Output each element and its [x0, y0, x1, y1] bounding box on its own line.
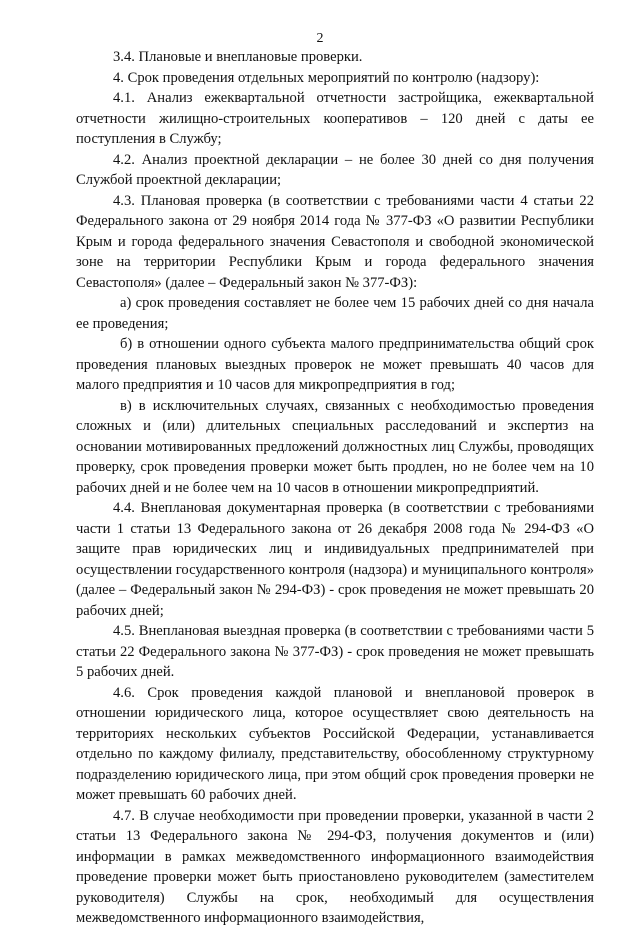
paragraph-4-4: 4.4. Внеплановая документарная проверка (в соответствии с требованиями части 1 статьи 13 Федерального закона от 26 декабря 2008 года № 294-ФЗ «О защите прав юридических лиц и индивидуальных предпринимателей при осуществлении государственного контроля (надзора) и муниципального контроля» (далее – Федеральный закон № 294-ФЗ) - срок проведения не может превышать 20 рабочих дней;: [76, 500, 594, 619]
paragraph-4-3: 4.3. Плановая проверка (в соответствии с требованиями части 4 статьи 22 Федерального закона от 29 ноября 2014 года № 377-ФЗ «О развитии Республики Крым и города федерального значения Севастополя и свободной экономической зоне на территории Республики Крым и города федерального значения Севастополя» (далее – Федеральный закон № 377-ФЗ):: [76, 192, 594, 291]
paragraph-4-2: 4.2. Анализ проектной декларации – не более 30 дней со дня получения Службой проектной декларации;: [76, 151, 594, 188]
paragraph-4-7: 4.7. В случае необходимости при проведении проверки, указанной в части 2 статьи 13 Федерального закона № 294-ФЗ, получения документов и (или) информации в рамках межведомственного информационного взаимодействия проведение проверки может быть приостановлено руководителем (заместителем руководителя) Службы на срок, необходимый для осуществления межведомственного информационного взаимодействия,: [76, 807, 594, 926]
paragraph-4-3-b: б) в отношении одного субъекта малого предпринимательства общий срок проведения плановых выездных проверок не может превышать 40 часов для малого предприятия и 10 часов для микропредприятия в год;: [76, 336, 594, 393]
document-body: [76, 47, 594, 929]
paragraph-4-5: 4.5. Внеплановая выездная проверка (в соответствии с требованиями части 5 статьи 22 Федерального закона № 377-ФЗ) - срок проведения не может превышать 5 рабочих дней.: [76, 623, 594, 680]
paragraph-4-3-a: а) срок проведения составляет не более чем 15 рабочих дней со дня начала ее проведения;: [76, 295, 594, 332]
paragraph-4: 4. Срок проведения отдельных мероприятий по контролю (надзору):: [113, 69, 540, 86]
page-number: 2: [316, 31, 324, 46]
paragraph-4-3-v: в) в исключительных случаях, связанных с необходимостью проведения сложных и (или) длительных специальных расследований и экспертиз на основании мотивированных предложений должностных лиц Службы, проводящих проверку, срок проведения проверки может быть продлен, но не более чем на 10 рабочих дней и не более чем на 10 часов в отношении микропредприятий.: [76, 397, 594, 496]
paragraph-3-4: 3.4. Плановые и внеплановые проверки.: [113, 49, 363, 65]
paragraph-4-1: 4.1. Анализ ежеквартальной отчетности застройщика, ежеквартальной отчетности жилищно-строительных кооперативов – 120 дней с даты ее поступления в Службу;: [76, 90, 594, 147]
paragraph-4-6: 4.6. Срок проведения каждой плановой и внеплановой проверок в отношении юридического лица, которое осуществляет свою деятельность на территориях нескольких субъектов Российской Федерации, устанавливается отдельно по каждому филиалу, представительству, обособленному структурному подразделению юридического лица, при этом общий срок проведения проверки не может превышать 60 рабочих дней.: [76, 684, 594, 803]
